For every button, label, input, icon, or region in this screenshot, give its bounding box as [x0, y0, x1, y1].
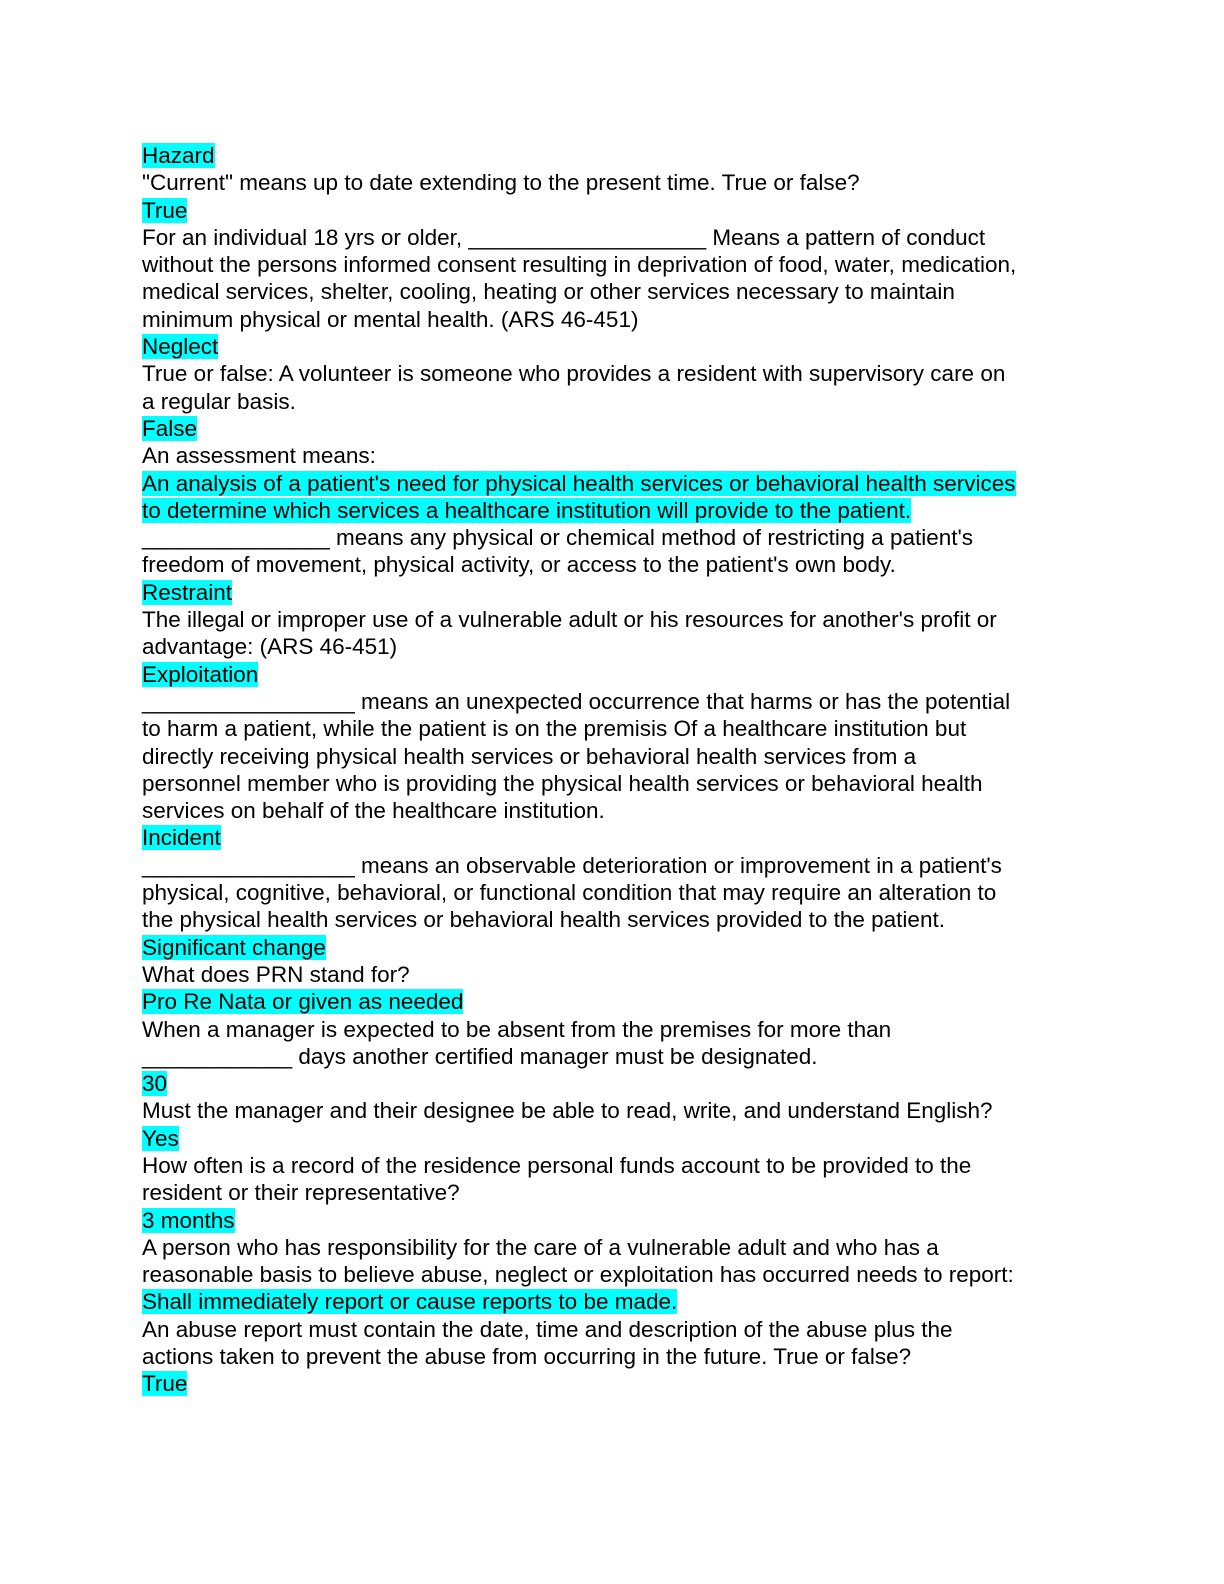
question-block: [142, 961, 1082, 988]
answer-line: [142, 1070, 1082, 1097]
highlighted-answer-text: Incident: [142, 825, 221, 851]
question-line: [142, 688, 1082, 715]
answer-block: [142, 934, 1082, 961]
answer-line: [142, 1288, 1082, 1315]
question-line: [142, 360, 1082, 387]
question-text: A person who has responsibility for the care of a vulnerable adult and who has a: [142, 1234, 939, 1260]
answer-block: [142, 333, 1082, 360]
question-text: How often is a record of the residence personal funds account to be provided to the: [142, 1152, 972, 1178]
question-text: _______________ means any physical or chemical method of restricting a patient's: [142, 525, 974, 551]
highlighted-answer-text: Hazard: [142, 143, 215, 168]
answer-line: [142, 579, 1082, 606]
question-text: An assessment means:: [142, 443, 376, 469]
question-line: [142, 1097, 1082, 1124]
highlighted-answer-text: Neglect: [142, 334, 219, 360]
question-block: [142, 606, 1082, 661]
question-text: An abuse report must contain the date, time and description of the abuse plus the: [142, 1316, 953, 1342]
study-document: [142, 142, 1082, 1398]
answer-line: [142, 197, 1082, 224]
question-text: the physical health services or behavioral health services provided to the patient.: [142, 907, 945, 933]
question-block: [142, 524, 1082, 579]
question-text: Must the manager and their designee be able to read, write, and understand English?: [142, 1098, 993, 1124]
question-text: services on behalf of the healthcare institution.: [142, 798, 605, 824]
answer-line: [142, 934, 1082, 961]
highlighted-answer-text: Restraint: [142, 579, 233, 605]
question-line: [142, 1343, 1082, 1370]
answer-block: [142, 470, 1082, 525]
question-text: True or false: A volunteer is someone who provides a resident with supervisory care on: [142, 361, 1006, 387]
question-line: [142, 906, 1082, 933]
highlighted-answer-text: True: [142, 197, 188, 223]
question-line: [142, 633, 1082, 660]
answer-block: [142, 661, 1082, 688]
question-line: [142, 1316, 1082, 1343]
question-line: [142, 278, 1082, 305]
question-line: [142, 770, 1082, 797]
question-text: When a manager is expected to be absent from the premises for more than: [142, 1016, 892, 1042]
answer-line: [142, 661, 1082, 688]
question-text: _________________ means an unexpected occurrence that harms or has the potential: [142, 688, 1011, 714]
answer-line: [142, 333, 1082, 360]
answer-block: [142, 1125, 1082, 1152]
question-text: medical services, shelter, cooling, heating or other services necessary to maintain: [142, 279, 955, 305]
answer-block: [142, 1070, 1082, 1097]
question-line: [142, 524, 1082, 551]
question-block: [142, 224, 1082, 333]
question-line: [142, 852, 1082, 879]
answer-block: [142, 1288, 1082, 1315]
question-block: [142, 1234, 1082, 1289]
question-block: [142, 1016, 1082, 1071]
question-text: directly receiving physical health services or behavioral health services from a: [142, 743, 917, 769]
question-text: minimum physical or mental health. (ARS 46-451): [142, 306, 639, 332]
question-text: advantage: (ARS 46-451): [142, 634, 398, 660]
question-text: resident or their representative?: [142, 1180, 460, 1206]
answer-line: [142, 1125, 1082, 1152]
question-line: [142, 169, 1082, 196]
question-line: [142, 715, 1082, 742]
highlighted-answer-text: False: [142, 415, 198, 441]
question-text: without the persons informed consent resulting in deprivation of food, water, medication,: [142, 252, 1017, 278]
question-line: [142, 1234, 1082, 1261]
highlighted-answer-text: Yes: [142, 1125, 179, 1151]
question-line: [142, 224, 1082, 251]
highlighted-answer-text: Shall immediately report or cause reports to be made.: [142, 1289, 678, 1315]
highlighted-answer-text: Significant change: [142, 934, 326, 960]
question-text: freedom of movement, physical activity, or access to the patient's own body.: [142, 552, 896, 578]
answer-block: [142, 197, 1082, 224]
answer-line: [142, 497, 1082, 524]
highlighted-answer-text: An analysis of a patient's need for physical health services or behavioral health services: [142, 470, 1016, 496]
question-line: [142, 961, 1082, 988]
question-text: "Current" means up to date extending to the present time. True or false?: [142, 170, 860, 196]
question-block: [142, 442, 1082, 469]
answer-line: [142, 1370, 1082, 1397]
question-line: [142, 743, 1082, 770]
highlighted-answer-text: Pro Re Nata or given as needed: [142, 989, 464, 1015]
answer-block: [142, 579, 1082, 606]
answer-line: [142, 470, 1082, 497]
question-line: [142, 388, 1082, 415]
question-block: [142, 1316, 1082, 1371]
question-block: [142, 852, 1082, 934]
answer-line: [142, 824, 1082, 851]
highlighted-answer-text: True: [142, 1371, 188, 1397]
question-text: ____________ days another certified manager must be designated.: [142, 1043, 818, 1069]
question-line: [142, 879, 1082, 906]
question-text: to harm a patient, while the patient is on the premisis Of a healthcare institution but: [142, 716, 967, 742]
question-block: [142, 688, 1082, 824]
question-line: [142, 1016, 1082, 1043]
highlighted-answer-text: Exploitation: [142, 661, 259, 687]
question-text: a regular basis.: [142, 388, 296, 414]
answer-block: [142, 1207, 1082, 1234]
question-line: [142, 306, 1082, 333]
question-text: The illegal or improper use of a vulnerable adult or his resources for another's profit or: [142, 607, 997, 633]
answer-block: [142, 415, 1082, 442]
question-line: [142, 1152, 1082, 1179]
answer-block: [142, 824, 1082, 851]
answer-line: [142, 1207, 1082, 1234]
question-line: [142, 551, 1082, 578]
question-block: [142, 360, 1082, 415]
question-text: For an individual 18 yrs or older, ___________________ Means a pattern of conduct: [142, 224, 986, 250]
highlighted-answer-text: 3 months: [142, 1207, 235, 1233]
question-line: [142, 1261, 1082, 1288]
question-block: [142, 169, 1082, 196]
answer-line: [142, 142, 1082, 169]
answer-block: [142, 142, 1082, 169]
question-text: reasonable basis to believe abuse, neglect or exploitation has occurred needs to report:: [142, 1262, 1014, 1288]
question-line: [142, 1043, 1082, 1070]
answer-line: [142, 415, 1082, 442]
question-line: [142, 251, 1082, 278]
highlighted-answer-text: 30: [142, 1071, 168, 1097]
question-line: [142, 442, 1082, 469]
question-line: [142, 606, 1082, 633]
question-text: actions taken to prevent the abuse from occurring in the future. True or false?: [142, 1344, 912, 1370]
answer-block: [142, 1370, 1082, 1397]
question-block: [142, 1097, 1082, 1124]
answer-line: [142, 988, 1082, 1015]
question-line: [142, 1179, 1082, 1206]
question-text: physical, cognitive, behavioral, or functional condition that may require an alteration to: [142, 880, 997, 906]
question-text: personnel member who is providing the physical health services or behavioral health: [142, 770, 983, 796]
answer-block: [142, 988, 1082, 1015]
question-text: What does PRN stand for?: [142, 961, 410, 987]
question-block: [142, 1152, 1082, 1207]
question-line: [142, 797, 1082, 824]
highlighted-answer-text: to determine which services a healthcare institution will provide to the patient.: [142, 497, 912, 523]
question-text: _________________ means an observable deterioration or improvement in a patient's: [142, 852, 1002, 878]
